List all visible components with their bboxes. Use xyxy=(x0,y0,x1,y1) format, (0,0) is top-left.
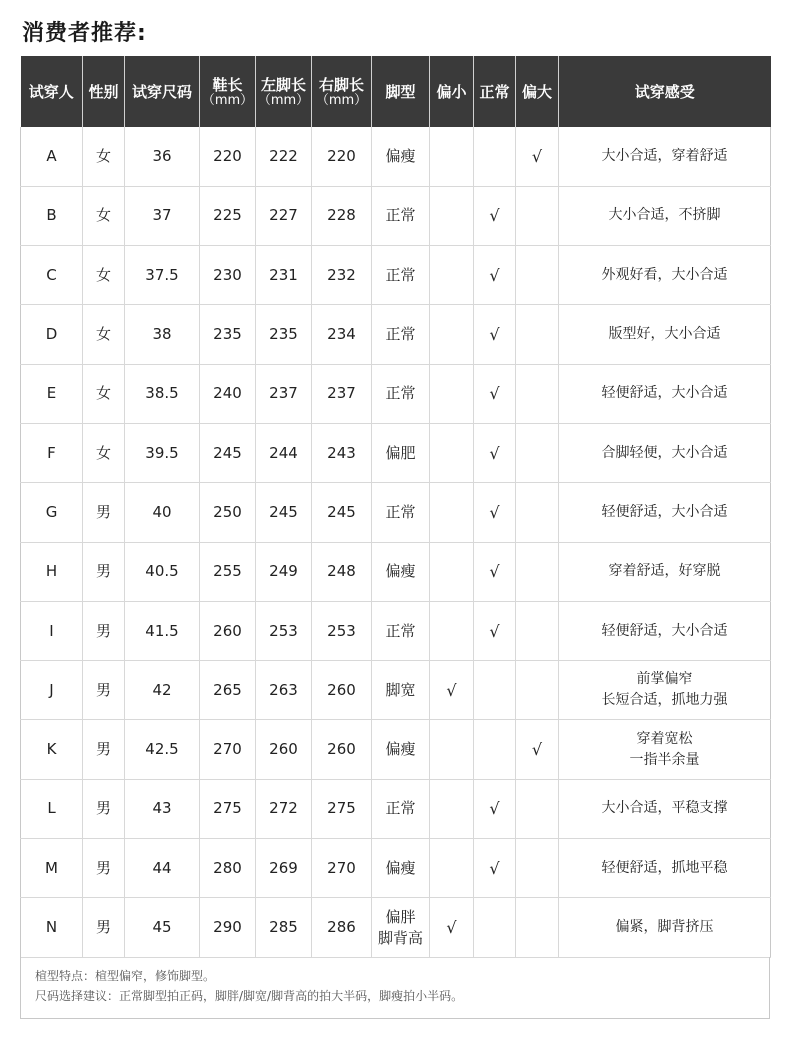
small-check-cell xyxy=(430,423,474,482)
header-label: 试穿感受 xyxy=(634,82,695,101)
header-unit: （mm） xyxy=(257,92,310,108)
shoe-length-cell: 250 xyxy=(200,483,256,542)
small-check-cell xyxy=(430,305,474,364)
left-foot-cell: 263 xyxy=(256,661,312,720)
normal-check-cell: √ xyxy=(474,246,516,305)
size-cell: 45 xyxy=(125,898,200,957)
header-label: 性别 xyxy=(88,82,119,101)
normal-check-cell xyxy=(474,898,516,957)
foot-type-cell: 正常 xyxy=(372,186,430,245)
tester-cell: G xyxy=(21,483,83,542)
header-label: 试穿人 xyxy=(28,82,74,101)
tester-cell: D xyxy=(21,305,83,364)
table-body xyxy=(21,127,771,957)
small-check-cell: √ xyxy=(430,661,474,720)
right-foot-cell: 286 xyxy=(312,898,372,957)
left-foot-cell: 235 xyxy=(256,305,312,364)
header-small xyxy=(430,56,474,127)
header-gender xyxy=(83,56,125,127)
small-check-cell: √ xyxy=(430,898,474,957)
foot-type-cell: 偏瘦 xyxy=(372,839,430,898)
size-cell: 41.5 xyxy=(125,601,200,660)
small-check-cell xyxy=(430,720,474,779)
right-foot-cell: 234 xyxy=(312,305,372,364)
header-label: 偏小 xyxy=(436,82,467,101)
gender-cell: 男 xyxy=(83,542,125,601)
foot-type-cell: 偏瘦 xyxy=(372,127,430,186)
foot-type-cell: 正常 xyxy=(372,483,430,542)
small-check-cell xyxy=(430,601,474,660)
size-recommendation-table xyxy=(20,56,770,958)
header-unit: （mm） xyxy=(315,92,368,108)
table-row xyxy=(21,839,771,898)
right-foot-cell: 260 xyxy=(312,720,372,779)
large-check-cell xyxy=(516,246,559,305)
foot-type-cell: 正常 xyxy=(372,305,430,364)
right-foot-cell: 270 xyxy=(312,839,372,898)
large-check-cell: √ xyxy=(516,720,559,779)
header-foot-type xyxy=(372,56,430,127)
gender-cell: 女 xyxy=(83,246,125,305)
header-label: 鞋长 xyxy=(212,75,243,94)
large-check-cell xyxy=(516,601,559,660)
tester-cell: H xyxy=(21,542,83,601)
size-cell: 37.5 xyxy=(125,246,200,305)
foot-type-cell: 脚宽 xyxy=(372,661,430,720)
table-row xyxy=(21,542,771,601)
tester-cell: C xyxy=(21,246,83,305)
normal-check-cell xyxy=(474,127,516,186)
left-foot-cell: 272 xyxy=(256,779,312,838)
small-check-cell xyxy=(430,186,474,245)
large-check-cell xyxy=(516,483,559,542)
gender-cell: 女 xyxy=(83,364,125,423)
right-foot-cell: 260 xyxy=(312,661,372,720)
small-check-cell xyxy=(430,839,474,898)
feeling-cell: 大小合适，穿着舒适 xyxy=(559,127,771,186)
size-cell: 36 xyxy=(125,127,200,186)
gender-cell: 男 xyxy=(83,839,125,898)
gender-cell: 女 xyxy=(83,186,125,245)
table-row xyxy=(21,305,771,364)
feeling-cell: 穿着宽松 一指半余量 xyxy=(559,720,771,779)
tester-cell: E xyxy=(21,364,83,423)
shoe-length-cell: 235 xyxy=(200,305,256,364)
foot-type-cell: 正常 xyxy=(372,246,430,305)
header-label: 脚型 xyxy=(385,82,416,101)
gender-cell: 男 xyxy=(83,720,125,779)
header-right-foot xyxy=(312,56,372,127)
large-check-cell xyxy=(516,542,559,601)
left-foot-cell: 285 xyxy=(256,898,312,957)
normal-check-cell: √ xyxy=(474,305,516,364)
tester-cell: M xyxy=(21,839,83,898)
large-check-cell xyxy=(516,423,559,482)
left-foot-cell: 260 xyxy=(256,720,312,779)
left-foot-cell: 269 xyxy=(256,839,312,898)
normal-check-cell: √ xyxy=(474,542,516,601)
tester-cell: J xyxy=(21,661,83,720)
left-foot-cell: 237 xyxy=(256,364,312,423)
tester-cell: L xyxy=(21,779,83,838)
foot-type-cell: 偏胖 脚背高 xyxy=(372,898,430,957)
large-check-cell xyxy=(516,898,559,957)
tester-cell: F xyxy=(21,423,83,482)
feeling-cell: 合脚轻便，大小合适 xyxy=(559,423,771,482)
feeling-cell: 轻便舒适，大小合适 xyxy=(559,601,771,660)
shoe-length-cell: 275 xyxy=(200,779,256,838)
small-check-cell xyxy=(430,127,474,186)
left-foot-cell: 227 xyxy=(256,186,312,245)
page-title: 消费者推荐: xyxy=(22,21,147,46)
table-row xyxy=(21,661,771,720)
right-foot-cell: 228 xyxy=(312,186,372,245)
small-check-cell xyxy=(430,364,474,423)
shoe-length-cell: 225 xyxy=(200,186,256,245)
header-large xyxy=(516,56,559,127)
size-cell: 42.5 xyxy=(125,720,200,779)
left-foot-cell: 231 xyxy=(256,246,312,305)
foot-type-cell: 偏肥 xyxy=(372,423,430,482)
normal-check-cell: √ xyxy=(474,483,516,542)
shoe-length-cell: 245 xyxy=(200,423,256,482)
large-check-cell xyxy=(516,305,559,364)
small-check-cell xyxy=(430,246,474,305)
table-row xyxy=(21,898,771,957)
header-label: 正常 xyxy=(479,82,510,101)
foot-type-cell: 偏瘦 xyxy=(372,720,430,779)
left-foot-cell: 245 xyxy=(256,483,312,542)
left-foot-cell: 253 xyxy=(256,601,312,660)
table-row xyxy=(21,720,771,779)
feeling-cell: 穿着舒适，好穿脱 xyxy=(559,542,771,601)
feeling-cell: 轻便舒适，大小合适 xyxy=(559,364,771,423)
left-foot-cell: 222 xyxy=(256,127,312,186)
left-foot-cell: 249 xyxy=(256,542,312,601)
right-foot-cell: 243 xyxy=(312,423,372,482)
normal-check-cell: √ xyxy=(474,364,516,423)
header-normal xyxy=(474,56,516,127)
shoe-length-cell: 220 xyxy=(200,127,256,186)
gender-cell: 女 xyxy=(83,305,125,364)
large-check-cell xyxy=(516,364,559,423)
last-note: 楦型特点：楦型偏窄，修饰脚型。 xyxy=(35,969,216,983)
feeling-cell: 大小合适，不挤脚 xyxy=(559,186,771,245)
size-cell: 40 xyxy=(125,483,200,542)
header-left-foot xyxy=(256,56,312,127)
header-size xyxy=(125,56,200,127)
shoe-length-cell: 255 xyxy=(200,542,256,601)
large-check-cell xyxy=(516,186,559,245)
size-cell: 39.5 xyxy=(125,423,200,482)
size-cell: 38 xyxy=(125,305,200,364)
feeling-cell: 轻便舒适，抓地平稳 xyxy=(559,839,771,898)
right-foot-cell: 232 xyxy=(312,246,372,305)
header-label: 试穿尺码 xyxy=(131,82,192,101)
feeling-cell: 大小合适，平稳支撑 xyxy=(559,779,771,838)
table-row xyxy=(21,186,771,245)
table-row xyxy=(21,423,771,482)
right-foot-cell: 237 xyxy=(312,364,372,423)
left-foot-cell: 244 xyxy=(256,423,312,482)
size-cell: 43 xyxy=(125,779,200,838)
table-row xyxy=(21,127,771,186)
size-cell: 40.5 xyxy=(125,542,200,601)
shoe-length-cell: 265 xyxy=(200,661,256,720)
header-tester xyxy=(21,56,83,127)
right-foot-cell: 220 xyxy=(312,127,372,186)
tester-cell: N xyxy=(21,898,83,957)
feeling-cell: 前掌偏窄 长短合适，抓地力强 xyxy=(559,661,771,720)
large-check-cell xyxy=(516,779,559,838)
normal-check-cell: √ xyxy=(474,839,516,898)
foot-type-cell: 正常 xyxy=(372,779,430,838)
table-row xyxy=(21,364,771,423)
tester-cell: I xyxy=(21,601,83,660)
gender-cell: 男 xyxy=(83,898,125,957)
notes-box xyxy=(20,957,770,1019)
header-unit: （mm） xyxy=(201,92,254,108)
gender-cell: 女 xyxy=(83,127,125,186)
size-advice-note: 尺码选择建议：正常脚型拍正码，脚胖/脚宽/脚背高的拍大半码，脚瘦拍小半码。 xyxy=(35,989,464,1003)
normal-check-cell: √ xyxy=(474,779,516,838)
header-label: 右脚长 xyxy=(318,75,364,94)
tester-cell: K xyxy=(21,720,83,779)
right-foot-cell: 245 xyxy=(312,483,372,542)
small-check-cell xyxy=(430,779,474,838)
gender-cell: 女 xyxy=(83,423,125,482)
feeling-cell: 偏紧，脚背挤压 xyxy=(559,898,771,957)
shoe-length-cell: 290 xyxy=(200,898,256,957)
table-row xyxy=(21,483,771,542)
foot-type-cell: 正常 xyxy=(372,601,430,660)
table-row xyxy=(21,601,771,660)
gender-cell: 男 xyxy=(83,483,125,542)
header-label: 偏大 xyxy=(521,82,552,101)
tester-cell: A xyxy=(21,127,83,186)
size-cell: 38.5 xyxy=(125,364,200,423)
shoe-length-cell: 260 xyxy=(200,601,256,660)
feeling-cell: 版型好，大小合适 xyxy=(559,305,771,364)
size-cell: 37 xyxy=(125,186,200,245)
foot-type-cell: 正常 xyxy=(372,364,430,423)
normal-check-cell xyxy=(474,720,516,779)
gender-cell: 男 xyxy=(83,601,125,660)
normal-check-cell xyxy=(474,661,516,720)
tester-cell: B xyxy=(21,186,83,245)
size-cell: 44 xyxy=(125,839,200,898)
normal-check-cell: √ xyxy=(474,423,516,482)
large-check-cell xyxy=(516,661,559,720)
table-header-row xyxy=(21,56,771,127)
feeling-cell: 外观好看，大小合适 xyxy=(559,246,771,305)
right-foot-cell: 253 xyxy=(312,601,372,660)
large-check-cell: √ xyxy=(516,127,559,186)
feeling-cell: 轻便舒适，大小合适 xyxy=(559,483,771,542)
normal-check-cell: √ xyxy=(474,186,516,245)
gender-cell: 男 xyxy=(83,661,125,720)
gender-cell: 男 xyxy=(83,779,125,838)
header-label: 左脚长 xyxy=(260,75,306,94)
header-feeling xyxy=(559,56,771,127)
shoe-length-cell: 270 xyxy=(200,720,256,779)
shoe-length-cell: 280 xyxy=(200,839,256,898)
header-shoe-length xyxy=(200,56,256,127)
table-row xyxy=(21,779,771,838)
large-check-cell xyxy=(516,839,559,898)
size-cell: 42 xyxy=(125,661,200,720)
shoe-length-cell: 230 xyxy=(200,246,256,305)
small-check-cell xyxy=(430,542,474,601)
table-row xyxy=(21,246,771,305)
normal-check-cell: √ xyxy=(474,601,516,660)
shoe-length-cell: 240 xyxy=(200,364,256,423)
right-foot-cell: 275 xyxy=(312,779,372,838)
right-foot-cell: 248 xyxy=(312,542,372,601)
small-check-cell xyxy=(430,483,474,542)
foot-type-cell: 偏瘦 xyxy=(372,542,430,601)
